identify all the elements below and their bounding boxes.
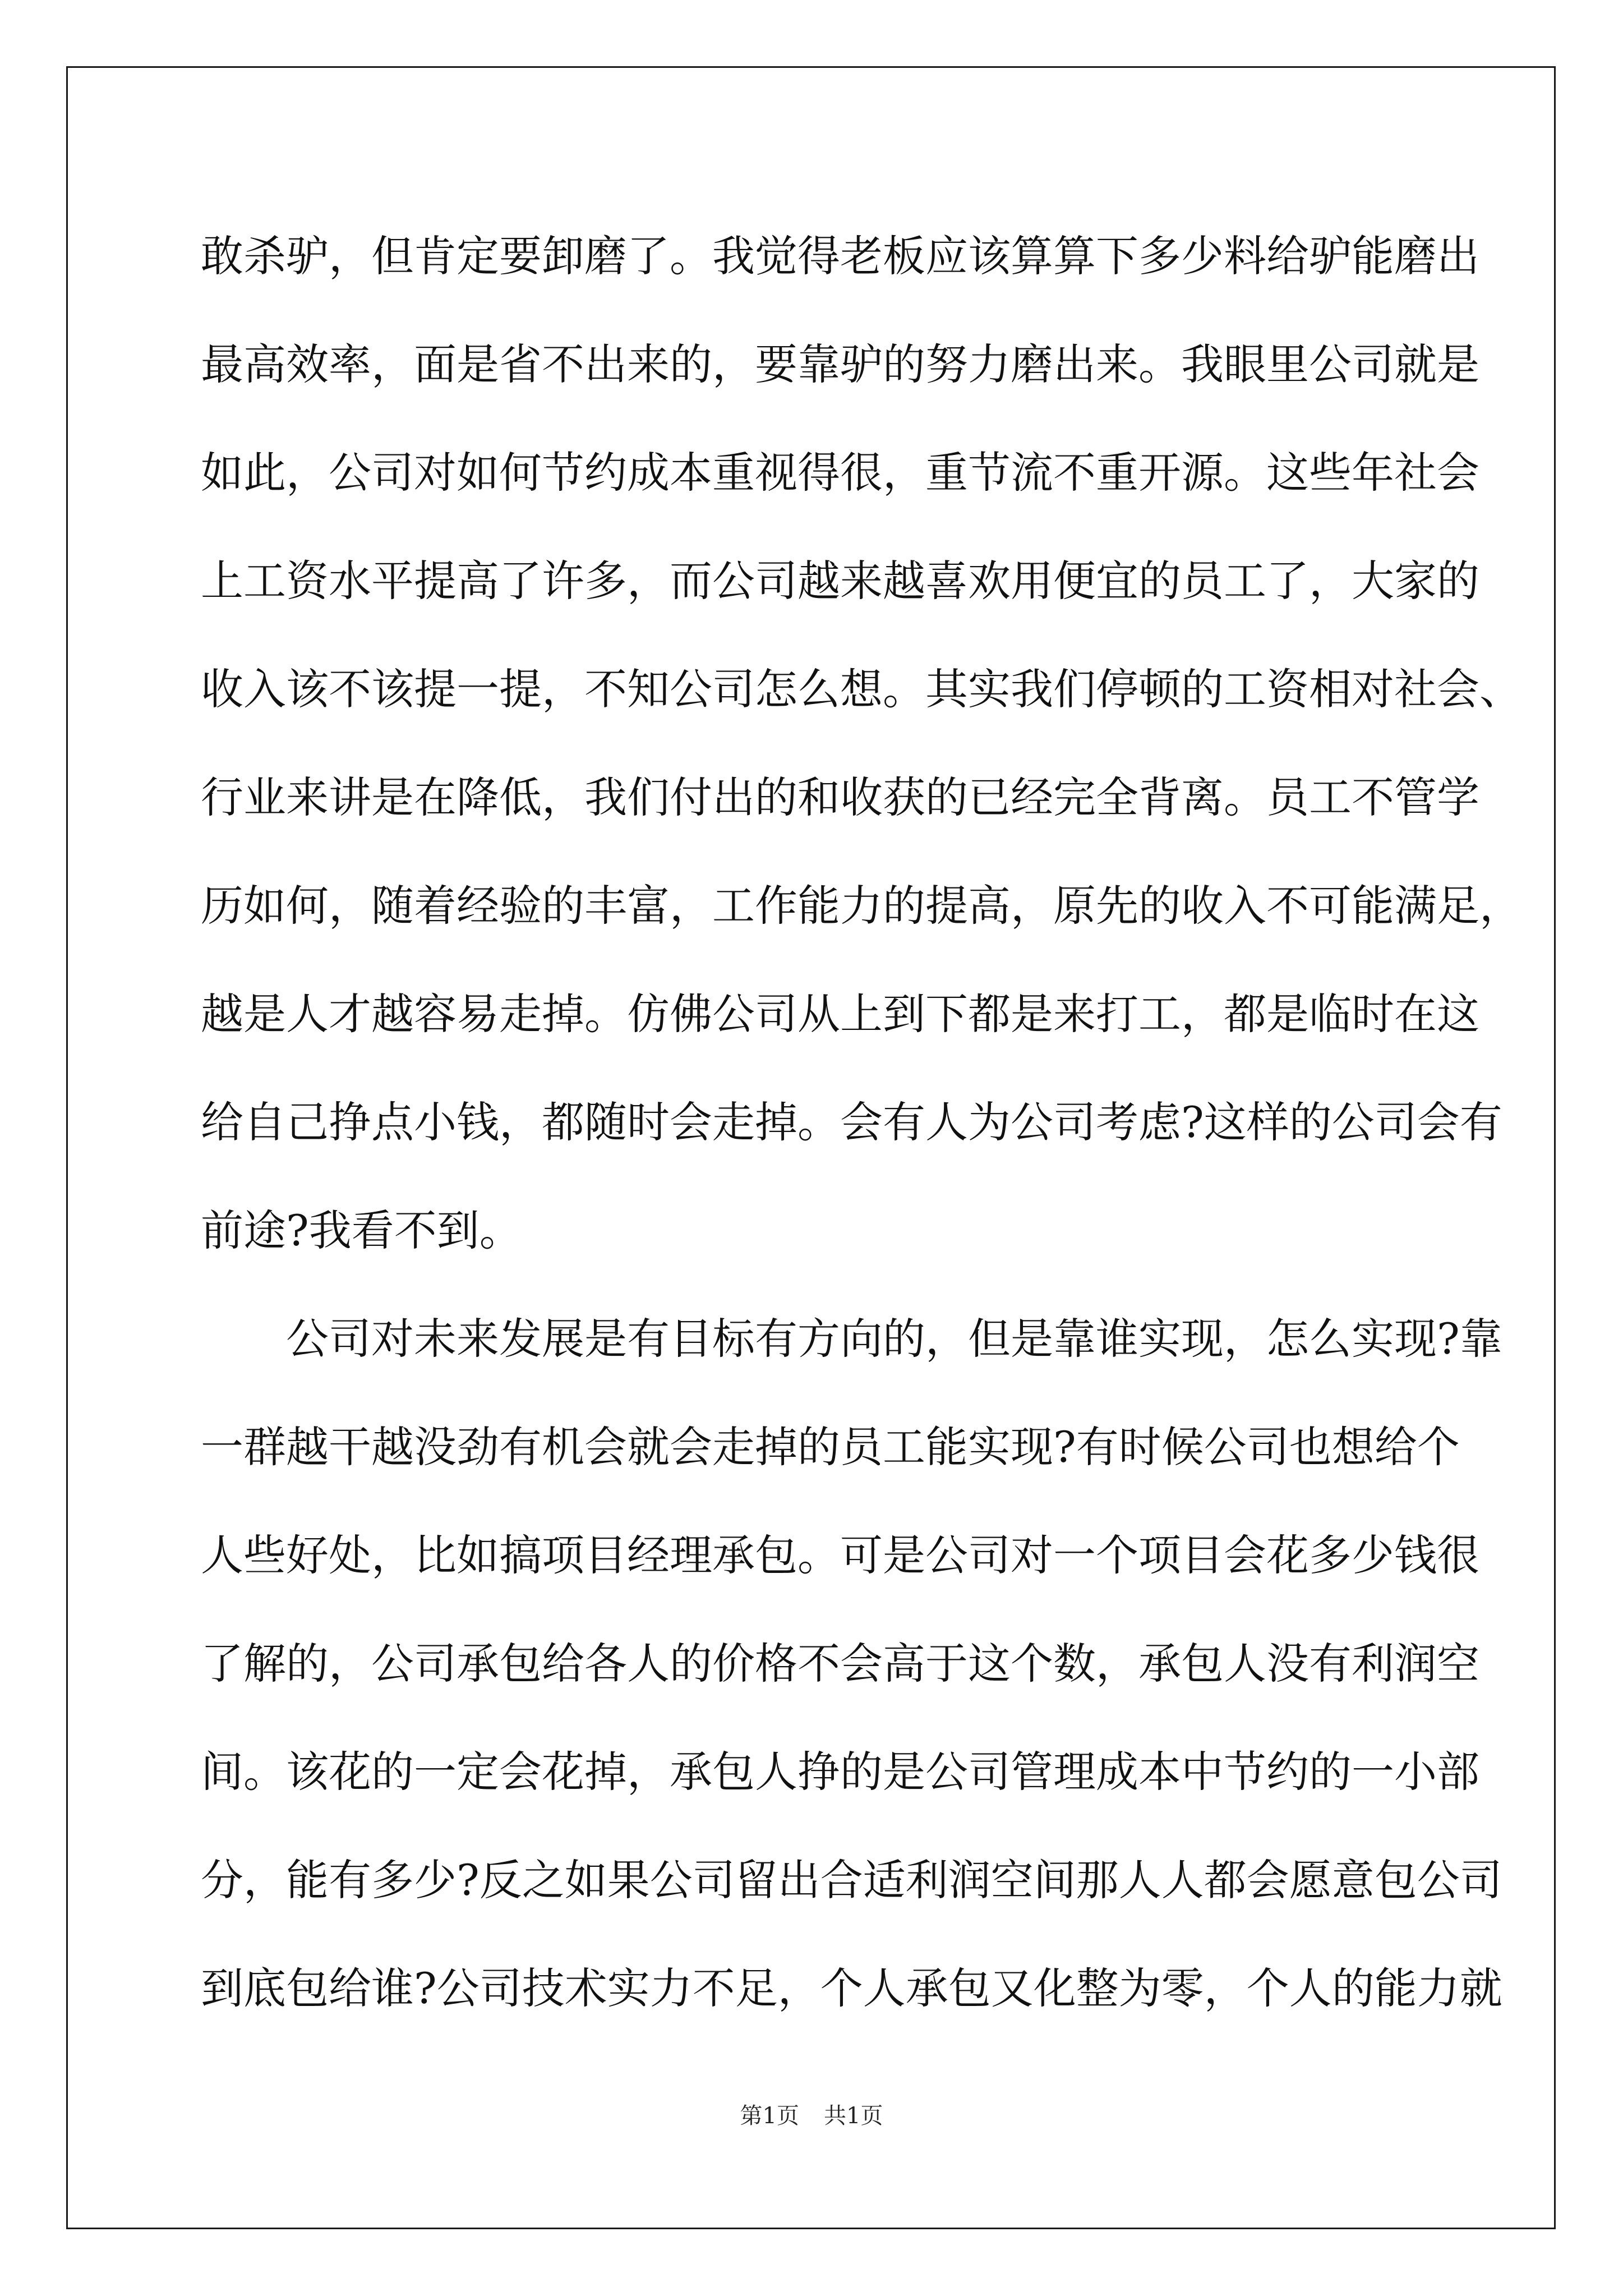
text-line: 人些好处，比如搞项目经理承包。可是公司对一个项目会花多少钱很 — [201, 1530, 1479, 1580]
text-line: 到底包给谁?公司技术实力不足，个人承包又化整为零，个人的能力就 — [201, 1963, 1502, 2013]
text-line: 公司对未来发展是有目标有方向的，但是靠谁实现，怎么实现?靠 — [286, 1314, 1502, 1364]
text-line: 前途?我看不到。 — [201, 1205, 522, 1255]
body-text — [201, 202, 1522, 2042]
text-line: 越是人才越容易走掉。仿佛公司从上到下都是来打工，都是临时在这 — [201, 989, 1479, 1039]
text-line: 如此，公司对如何节约成本重视得很，重节流不重开源。这些年社会 — [201, 448, 1479, 498]
text-line: 上工资水平提高了许多，而公司越来越喜欢用便宜的员工了，大家的 — [201, 556, 1479, 606]
paragraph-1 — [201, 202, 1522, 1285]
text-line: 历如何，随着经验的丰富，工作能力的提高，原先的收入不可能满足， — [201, 881, 1522, 931]
paragraph-2 — [201, 1285, 1502, 2042]
page-footer — [0, 2098, 1623, 2130]
text-line: 最高效率，面是省不出来的，要靠驴的努力磨出来。我眼里公司就是 — [201, 339, 1479, 389]
text-line: 给自己挣点小钱，都随时会走掉。会有人为公司考虑?这样的公司会有 — [201, 1097, 1502, 1147]
page-total: 共1页 — [824, 2103, 883, 2129]
text-line: 分，能有多少?反之如果公司留出合适利润空间那人人都会愿意包公司 — [201, 1855, 1502, 1905]
text-line: 敢杀驴，但肯定要卸磨了。我觉得老板应该算算下多少料给驴能磨出 — [201, 231, 1479, 281]
page-number: 第1页 — [740, 2103, 799, 2129]
text-line: 了解的，公司承包给各人的价格不会高于这个数，承包人没有利润空 — [201, 1639, 1479, 1688]
text-line: 收入该不该提一提，不知公司怎么想。其实我们停顿的工资相对社会、 — [201, 664, 1522, 714]
text-line: 行业来讲是在降低，我们付出的和收获的已经完全背离。员工不管学 — [201, 772, 1479, 822]
text-line: 一群越干越没劲有机会就会走掉的员工能实现?有时候公司也想给个 — [201, 1422, 1460, 1472]
text-line: 间。该花的一定会花掉，承包人挣的是公司管理成本中节约的一小部 — [201, 1747, 1479, 1797]
